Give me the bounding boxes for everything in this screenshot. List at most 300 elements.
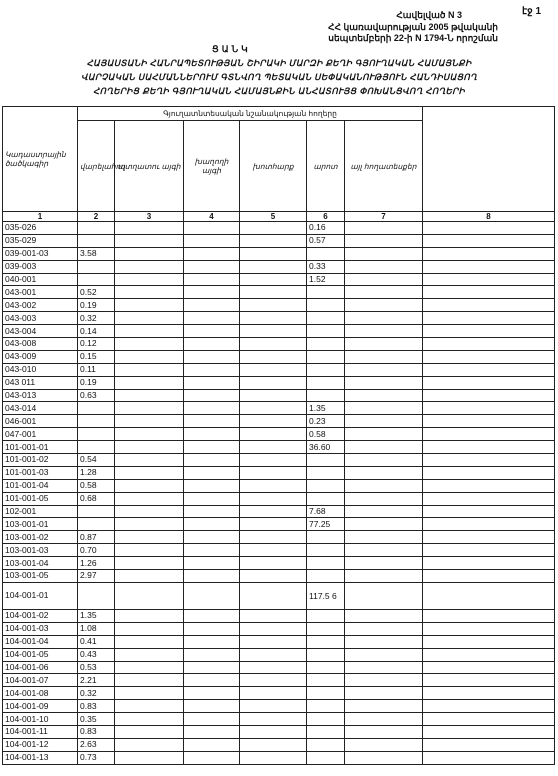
empty-cell — [423, 725, 555, 738]
empty-cell — [345, 363, 423, 376]
column-number: 3 — [115, 212, 184, 222]
empty-cell — [184, 635, 240, 648]
empty-cell — [423, 609, 555, 622]
cadastral-code-cell: 103-001-03 — [3, 544, 78, 557]
cadastral-code-cell: 104-001-07 — [3, 674, 78, 687]
empty-cell — [345, 273, 423, 286]
empty-cell — [184, 286, 240, 299]
cadastral-code-cell: 035-029 — [3, 234, 78, 247]
table-row — [3, 247, 555, 260]
empty-cell — [345, 751, 423, 764]
empty-cell — [240, 674, 307, 687]
empty-cell — [240, 557, 307, 570]
arable-area-cell: 0.11 — [78, 363, 115, 376]
pasture-area-cell — [307, 713, 345, 726]
cadastral-code-cell: 043-009 — [3, 350, 78, 363]
empty-cell — [345, 454, 423, 467]
arable-area-cell: 1.26 — [78, 557, 115, 570]
empty-cell — [345, 582, 423, 609]
empty-cell — [240, 338, 307, 351]
table-row — [3, 609, 555, 622]
pasture-area-cell — [307, 325, 345, 338]
empty-cell — [115, 557, 184, 570]
table-row — [3, 389, 555, 402]
empty-cell — [240, 273, 307, 286]
empty-cell — [184, 725, 240, 738]
empty-cell — [184, 609, 240, 622]
empty-cell — [423, 674, 555, 687]
pasture-area-cell — [307, 751, 345, 764]
cadastral-code-cell: 043-008 — [3, 338, 78, 351]
table-row — [3, 505, 555, 518]
empty-cell — [423, 700, 555, 713]
header-vineyard: խաղողի այգի — [184, 121, 240, 212]
table-row — [3, 582, 555, 609]
table-row — [3, 700, 555, 713]
empty-cell — [423, 518, 555, 531]
empty-cell — [115, 635, 184, 648]
empty-cell — [240, 312, 307, 325]
empty-cell — [345, 609, 423, 622]
empty-cell — [184, 661, 240, 674]
empty-cell — [184, 738, 240, 751]
arable-area-cell: 0.32 — [78, 312, 115, 325]
pasture-area-cell: 1.35 — [307, 402, 345, 415]
cadastral-code-cell: 103-001-04 — [3, 557, 78, 570]
cadastral-code-cell: 103-001-02 — [3, 531, 78, 544]
empty-cell — [423, 531, 555, 544]
annex-date-line: սեպտեմբերի 22-ի N 1794-Ն որոշման — [328, 33, 498, 43]
empty-cell — [423, 428, 555, 441]
arable-area-cell: 0.12 — [78, 338, 115, 351]
arable-area-cell: 0.83 — [78, 700, 115, 713]
arable-area-cell: 0.15 — [78, 350, 115, 363]
empty-cell — [115, 738, 184, 751]
empty-cell — [345, 557, 423, 570]
cadastral-code-cell: 104-001-09 — [3, 700, 78, 713]
header-pasture: արոտ — [307, 121, 345, 212]
empty-cell — [345, 428, 423, 441]
cadastral-code-cell: 039-003 — [3, 260, 78, 273]
empty-cell — [115, 700, 184, 713]
empty-cell — [423, 415, 555, 428]
header-orchard: պտղատու այգի — [115, 121, 184, 212]
cadastral-code-cell: 043-004 — [3, 325, 78, 338]
empty-cell — [184, 687, 240, 700]
empty-cell — [240, 260, 307, 273]
table-row — [3, 402, 555, 415]
empty-cell — [423, 479, 555, 492]
pasture-area-cell — [307, 531, 345, 544]
empty-cell — [184, 402, 240, 415]
arable-area-cell: 2.97 — [78, 570, 115, 583]
arable-area-cell: 0.63 — [78, 389, 115, 402]
empty-cell — [115, 479, 184, 492]
empty-cell — [240, 350, 307, 363]
arable-area-cell: 2.21 — [78, 674, 115, 687]
arable-area-cell — [78, 582, 115, 609]
table-row — [3, 479, 555, 492]
empty-cell — [240, 518, 307, 531]
empty-cell — [184, 428, 240, 441]
annex-label: Հավելված N 3 — [396, 10, 462, 20]
empty-cell — [240, 286, 307, 299]
empty-cell — [423, 376, 555, 389]
empty-cell — [184, 544, 240, 557]
cadastral-code-cell: 102-001 — [3, 505, 78, 518]
pasture-area-cell — [307, 312, 345, 325]
empty-cell — [184, 389, 240, 402]
arable-area-cell: 2.63 — [78, 738, 115, 751]
pasture-area-cell — [307, 661, 345, 674]
table-row — [3, 428, 555, 441]
empty-cell — [423, 505, 555, 518]
empty-cell — [423, 570, 555, 583]
empty-cell — [345, 713, 423, 726]
cadastral-code-cell: 104-001-10 — [3, 713, 78, 726]
empty-cell — [345, 674, 423, 687]
table-row — [3, 454, 555, 467]
pasture-area-cell — [307, 338, 345, 351]
table-row — [3, 622, 555, 635]
column-number: 7 — [345, 212, 423, 222]
empty-cell — [423, 492, 555, 505]
empty-cell — [240, 479, 307, 492]
table-row — [3, 557, 555, 570]
arable-area-cell: 0.19 — [78, 376, 115, 389]
arable-area-cell — [78, 428, 115, 441]
column-number-row — [3, 212, 555, 222]
arable-area-cell — [78, 505, 115, 518]
empty-cell — [184, 325, 240, 338]
empty-cell — [115, 713, 184, 726]
table-row — [3, 661, 555, 674]
empty-cell — [423, 260, 555, 273]
table-row — [3, 325, 555, 338]
empty-cell — [184, 376, 240, 389]
arable-area-cell: 0.52 — [78, 286, 115, 299]
pasture-area-cell: 0.16 — [307, 222, 345, 235]
empty-cell — [423, 661, 555, 674]
empty-cell — [240, 389, 307, 402]
empty-cell — [423, 312, 555, 325]
empty-cell — [423, 299, 555, 312]
document-title: ՑԱՆԿ — [212, 44, 251, 54]
empty-cell — [423, 273, 555, 286]
arable-area-cell: 1.35 — [78, 609, 115, 622]
table-row — [3, 725, 555, 738]
cadastral-code-cell: 104-001-06 — [3, 661, 78, 674]
empty-cell — [345, 466, 423, 479]
empty-cell — [115, 338, 184, 351]
empty-cell — [423, 234, 555, 247]
cadastral-code-cell: 043-010 — [3, 363, 78, 376]
empty-cell — [345, 312, 423, 325]
cadastral-code-cell: 101-001-05 — [3, 492, 78, 505]
pasture-area-cell — [307, 622, 345, 635]
empty-cell — [184, 247, 240, 260]
pasture-area-cell: 117.5 6 — [307, 582, 345, 609]
empty-cell — [240, 582, 307, 609]
pasture-area-cell — [307, 609, 345, 622]
empty-cell — [423, 544, 555, 557]
pasture-area-cell: 36.60 — [307, 441, 345, 454]
empty-cell — [184, 622, 240, 635]
arable-area-cell — [78, 402, 115, 415]
empty-cell — [345, 505, 423, 518]
empty-cell — [345, 376, 423, 389]
table-row — [3, 350, 555, 363]
empty-cell — [345, 531, 423, 544]
empty-cell — [345, 338, 423, 351]
cadastral-code-cell: 104-001-05 — [3, 648, 78, 661]
table-row — [3, 260, 555, 273]
cadastral-code-cell: 047-001 — [3, 428, 78, 441]
column-number: 5 — [240, 212, 307, 222]
empty-cell — [115, 687, 184, 700]
empty-cell — [115, 415, 184, 428]
empty-cell — [240, 376, 307, 389]
empty-cell — [184, 363, 240, 376]
empty-cell — [184, 570, 240, 583]
empty-cell — [240, 466, 307, 479]
empty-cell — [240, 570, 307, 583]
pasture-area-cell — [307, 454, 345, 467]
empty-cell — [345, 415, 423, 428]
empty-cell — [345, 325, 423, 338]
empty-cell — [423, 389, 555, 402]
empty-cell — [345, 479, 423, 492]
table-row — [3, 687, 555, 700]
empty-cell — [115, 609, 184, 622]
empty-cell — [184, 260, 240, 273]
pasture-area-cell — [307, 674, 345, 687]
table-row — [3, 415, 555, 428]
cadastral-code-cell: 101-001-02 — [3, 454, 78, 467]
empty-cell — [115, 325, 184, 338]
empty-cell — [345, 299, 423, 312]
subtitle-line-2: ՎԱՐՉԱԿԱՆ ՍԱՀՄԱՆՆԵՐՈՒՄ ԳՏՆՎՈՂ ՊԵՏԱԿԱՆ ՍԵՓԱԿԱՆՈՒԹՅՈՒՆ ՀԱՆԴԻՍԱՑՈՂ — [81, 72, 477, 82]
header-other-land: այլ հողատեսքեր — [345, 121, 423, 212]
table-row — [3, 518, 555, 531]
empty-cell — [115, 389, 184, 402]
column-number: 8 — [423, 212, 555, 222]
table-row — [3, 492, 555, 505]
empty-cell — [115, 273, 184, 286]
header-spacer — [423, 107, 555, 121]
empty-cell — [423, 350, 555, 363]
pasture-area-cell: 77.25 — [307, 518, 345, 531]
empty-cell — [423, 687, 555, 700]
empty-cell — [115, 376, 184, 389]
table-row — [3, 363, 555, 376]
empty-cell — [184, 222, 240, 235]
pasture-area-cell: 1.52 — [307, 273, 345, 286]
empty-cell — [115, 286, 184, 299]
empty-cell — [115, 518, 184, 531]
table-row — [3, 635, 555, 648]
column-number: 1 — [3, 212, 78, 222]
empty-cell — [423, 338, 555, 351]
pasture-area-cell — [307, 492, 345, 505]
empty-cell — [423, 466, 555, 479]
table-row — [3, 738, 555, 751]
empty-cell — [184, 350, 240, 363]
table-row — [3, 234, 555, 247]
empty-cell — [345, 518, 423, 531]
pasture-area-cell — [307, 570, 345, 583]
empty-cell — [184, 466, 240, 479]
arable-area-cell: 0.70 — [78, 544, 115, 557]
empty-cell — [184, 700, 240, 713]
cadastral-code-cell: 043-001 — [3, 286, 78, 299]
empty-cell — [184, 273, 240, 286]
empty-cell — [115, 622, 184, 635]
empty-cell — [115, 428, 184, 441]
page-number: էջ 1 — [522, 6, 542, 17]
empty-cell — [240, 492, 307, 505]
empty-cell — [345, 441, 423, 454]
empty-cell — [184, 234, 240, 247]
empty-cell — [184, 648, 240, 661]
arable-area-cell: 0.32 — [78, 687, 115, 700]
empty-cell — [115, 312, 184, 325]
empty-cell — [240, 454, 307, 467]
arable-area-cell: 0.35 — [78, 713, 115, 726]
pasture-area-cell — [307, 544, 345, 557]
table-row — [3, 222, 555, 235]
pasture-area-cell — [307, 725, 345, 738]
empty-cell — [115, 222, 184, 235]
empty-cell — [423, 454, 555, 467]
empty-cell — [184, 531, 240, 544]
arable-area-cell — [78, 415, 115, 428]
empty-cell — [240, 661, 307, 674]
cadastral-code-cell: 103-001-01 — [3, 518, 78, 531]
empty-cell — [345, 402, 423, 415]
empty-cell — [240, 700, 307, 713]
table-row — [3, 570, 555, 583]
land-table — [2, 106, 555, 765]
header-arable: վարելահող — [78, 121, 115, 212]
empty-cell — [240, 622, 307, 635]
table-row — [3, 544, 555, 557]
arable-area-cell: 0.41 — [78, 635, 115, 648]
pasture-area-cell — [307, 299, 345, 312]
cadastral-code-cell: 104-001-04 — [3, 635, 78, 648]
subtitle-line-3: ՀՈՂԵՐԻՑ ՔԵՂԻ ԳՅՈՒՂԱԿԱՆ ՀԱՄԱՅՆՔԻՆ ԱՆՀԱՏՈՒՅՑ ՓՈԽԱՆՑՎՈՂ ՀՈՂԵՐԻ — [93, 86, 465, 96]
table-row — [3, 441, 555, 454]
empty-cell — [115, 402, 184, 415]
empty-cell — [345, 648, 423, 661]
empty-cell — [184, 492, 240, 505]
arable-area-cell — [78, 222, 115, 235]
empty-cell — [115, 299, 184, 312]
arable-area-cell — [78, 441, 115, 454]
empty-cell — [240, 415, 307, 428]
empty-cell — [423, 247, 555, 260]
empty-cell — [423, 363, 555, 376]
table-row — [3, 376, 555, 389]
table-row — [3, 674, 555, 687]
empty-cell — [184, 312, 240, 325]
empty-cell — [240, 531, 307, 544]
table-row — [3, 531, 555, 544]
cadastral-code-cell: 101-001-03 — [3, 466, 78, 479]
empty-cell — [240, 648, 307, 661]
arable-area-cell — [78, 234, 115, 247]
empty-cell — [423, 441, 555, 454]
arable-area-cell: 1.08 — [78, 622, 115, 635]
pasture-area-cell — [307, 376, 345, 389]
empty-cell — [240, 299, 307, 312]
empty-cell — [184, 713, 240, 726]
arable-area-cell: 0.68 — [78, 492, 115, 505]
empty-cell — [115, 492, 184, 505]
empty-cell — [184, 479, 240, 492]
pasture-area-cell — [307, 350, 345, 363]
empty-cell — [240, 738, 307, 751]
empty-cell — [115, 531, 184, 544]
empty-cell — [115, 570, 184, 583]
empty-cell — [115, 454, 184, 467]
cadastral-code-cell: 104-001-03 — [3, 622, 78, 635]
annex-decree-line: ՀՀ կառավարության 2005 թվականի — [328, 22, 498, 32]
cadastral-code-cell: 043-003 — [3, 312, 78, 325]
table-row — [3, 299, 555, 312]
empty-cell — [345, 635, 423, 648]
cadastral-code-cell: 104-001-13 — [3, 751, 78, 764]
empty-cell — [345, 622, 423, 635]
pasture-area-cell: 7.68 — [307, 505, 345, 518]
empty-cell — [115, 674, 184, 687]
empty-cell — [423, 557, 555, 570]
cadastral-code-cell: 043-002 — [3, 299, 78, 312]
empty-cell — [345, 725, 423, 738]
empty-cell — [240, 687, 307, 700]
empty-cell — [240, 247, 307, 260]
empty-cell — [240, 725, 307, 738]
empty-cell — [240, 609, 307, 622]
empty-cell — [184, 441, 240, 454]
subtitle-line-1: ՀԱՅԱՍՏԱՆԻ ՀԱՆՐԱՊԵՏՈՒԹՅԱՆ ՇԻՐԱԿԻ ՄԱՐԶԻ ՔԵՂԻ ԳՅՈՒՂԱԿԱՆ ՀԱՄԱՅՆՔԻ — [86, 58, 472, 68]
empty-cell — [423, 582, 555, 609]
pasture-area-cell: 0.23 — [307, 415, 345, 428]
empty-cell — [184, 557, 240, 570]
cadastral-code-cell: 104-001-01 — [3, 582, 78, 609]
table-row — [3, 466, 555, 479]
pasture-area-cell — [307, 247, 345, 260]
empty-cell — [115, 247, 184, 260]
empty-cell — [184, 338, 240, 351]
pasture-area-cell — [307, 700, 345, 713]
cadastral-code-cell: 101-001-01 — [3, 441, 78, 454]
empty-cell — [240, 325, 307, 338]
empty-cell — [240, 751, 307, 764]
empty-cell — [115, 648, 184, 661]
empty-cell — [423, 751, 555, 764]
empty-cell — [240, 428, 307, 441]
arable-area-cell: 0.87 — [78, 531, 115, 544]
empty-cell — [240, 222, 307, 235]
empty-cell — [345, 544, 423, 557]
cadastral-code-cell: 040-001 — [3, 273, 78, 286]
table-row — [3, 648, 555, 661]
empty-cell — [345, 570, 423, 583]
arable-area-cell: 0.83 — [78, 725, 115, 738]
empty-cell — [345, 350, 423, 363]
pasture-area-cell: 0.58 — [307, 428, 345, 441]
